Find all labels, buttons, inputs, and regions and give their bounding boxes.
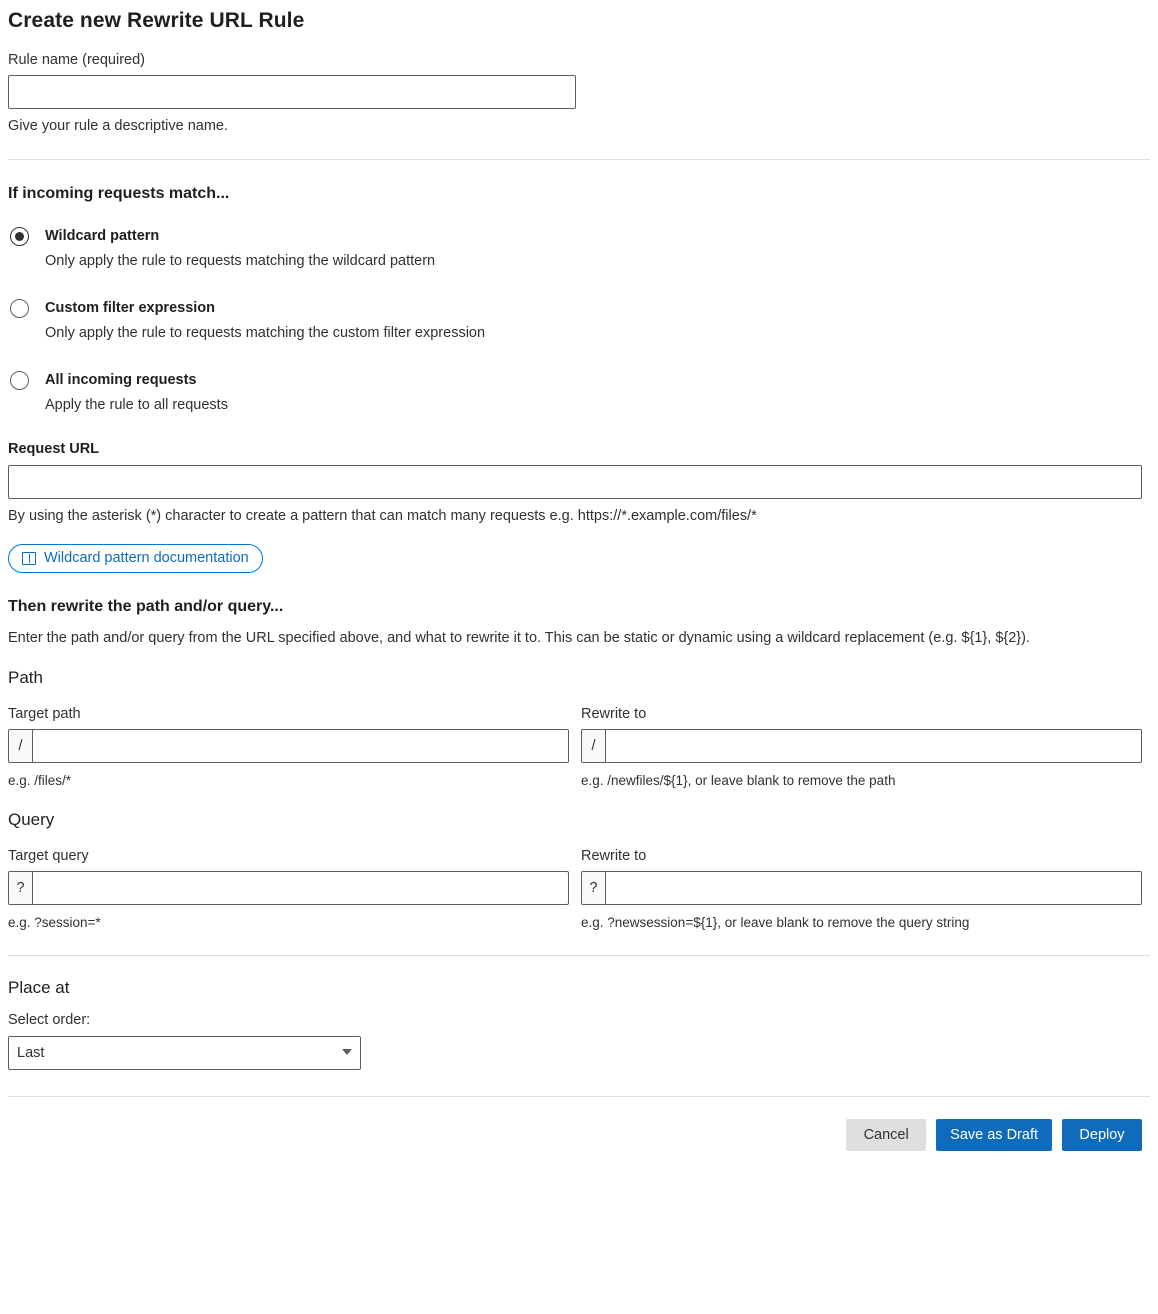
query-prefix-question: ? [581,871,605,905]
path-fields-row [8,688,1150,788]
radio-option-description: Only apply the rule to requests matching the custom filter expression [45,325,486,342]
target-path-hint: e.g. /files/* [8,772,72,788]
radio-option-wildcard-pattern[interactable] [8,225,1150,273]
rule-name-label: Rule name (required) [8,52,146,68]
rewrite-path-label: Rewrite to [581,705,647,722]
rewrite-query-input[interactable] [605,871,1142,905]
divider-top [8,159,1150,160]
radio-option-description: Apply the rule to all requests [45,397,228,414]
target-path-input[interactable] [32,729,569,763]
divider-footer [8,1096,1150,1097]
rewrite-section-title: Then rewrite the path and/or query... [8,597,284,615]
wildcard-pattern-documentation-label: Wildcard pattern documentation [44,550,249,567]
radio-button-icon[interactable] [10,371,29,390]
rule-name-hint: Give your rule a descriptive name. [8,118,229,134]
select-order-value: Last [17,1044,45,1061]
query-fields-row [8,830,1150,930]
path-heading: Path [8,667,43,687]
target-path-group [8,688,569,788]
radio-option-label: Wildcard pattern [45,228,160,244]
radio-option-label: All incoming requests [45,371,197,388]
request-url-label: Request URL [8,440,100,457]
create-rewrite-url-rule-panel [0,9,1158,1314]
radio-option-all-incoming-requests[interactable] [8,369,1150,417]
rewrite-path-group [581,688,1142,788]
target-query-input[interactable] [32,871,569,905]
radio-option-description: Only apply the rule to requests matching the wildcard pattern [45,253,436,270]
radio-option-label: Custom filter expression [45,299,216,316]
target-path-label: Target path [8,705,81,722]
radio-button-icon[interactable] [10,227,29,246]
request-url-input[interactable] [8,465,1142,499]
radio-option-custom-filter-expression[interactable] [8,297,1150,345]
book-icon [22,552,36,565]
target-query-label: Target query [8,847,89,864]
path-prefix-slash: / [581,729,605,763]
page-title: Create new Rewrite URL Rule [8,9,305,32]
select-order-label: Select order: [8,1011,91,1028]
match-type-radio-group [8,225,1150,417]
rewrite-path-hint: e.g. /newfiles/${1}, or leave blank to remove the path [581,772,896,788]
rewrite-path-input[interactable] [605,729,1142,763]
rewrite-query-label: Rewrite to [581,847,647,864]
save-as-draft-button[interactable]: Save as Draft [936,1119,1052,1151]
target-query-group [8,830,569,930]
rewrite-query-hint: e.g. ?newsession=${1}, or leave blank to remove the query string [581,914,970,930]
select-order-dropdown[interactable] [8,1036,361,1070]
match-section-title: If incoming requests match... [8,185,230,202]
deploy-button[interactable]: Deploy [1062,1119,1142,1151]
query-prefix-question: ? [8,871,32,905]
query-heading: Query [8,809,55,829]
divider-place-at [8,955,1150,956]
wildcard-pattern-documentation-button[interactable] [8,544,263,573]
rewrite-query-group [581,830,1142,930]
place-at-heading: Place at [8,977,70,997]
rewrite-section-description: Enter the path and/or query from the URL specified above, and what to rewrite it to. This can be static or dynamic using a wildcard replacement (e.g. ${1}, ${2}). [8,629,1031,646]
request-url-hint: By using the asterisk (*) character to create a pattern that can match many requests e.g. https://*.example.com/files/* [8,507,757,524]
footer-actions [8,1119,1150,1151]
target-query-hint: e.g. ?session=* [8,914,101,930]
radio-button-icon[interactable] [10,299,29,318]
rule-name-input[interactable] [8,75,576,109]
path-prefix-slash: / [8,729,32,763]
cancel-button[interactable]: Cancel [846,1119,926,1151]
